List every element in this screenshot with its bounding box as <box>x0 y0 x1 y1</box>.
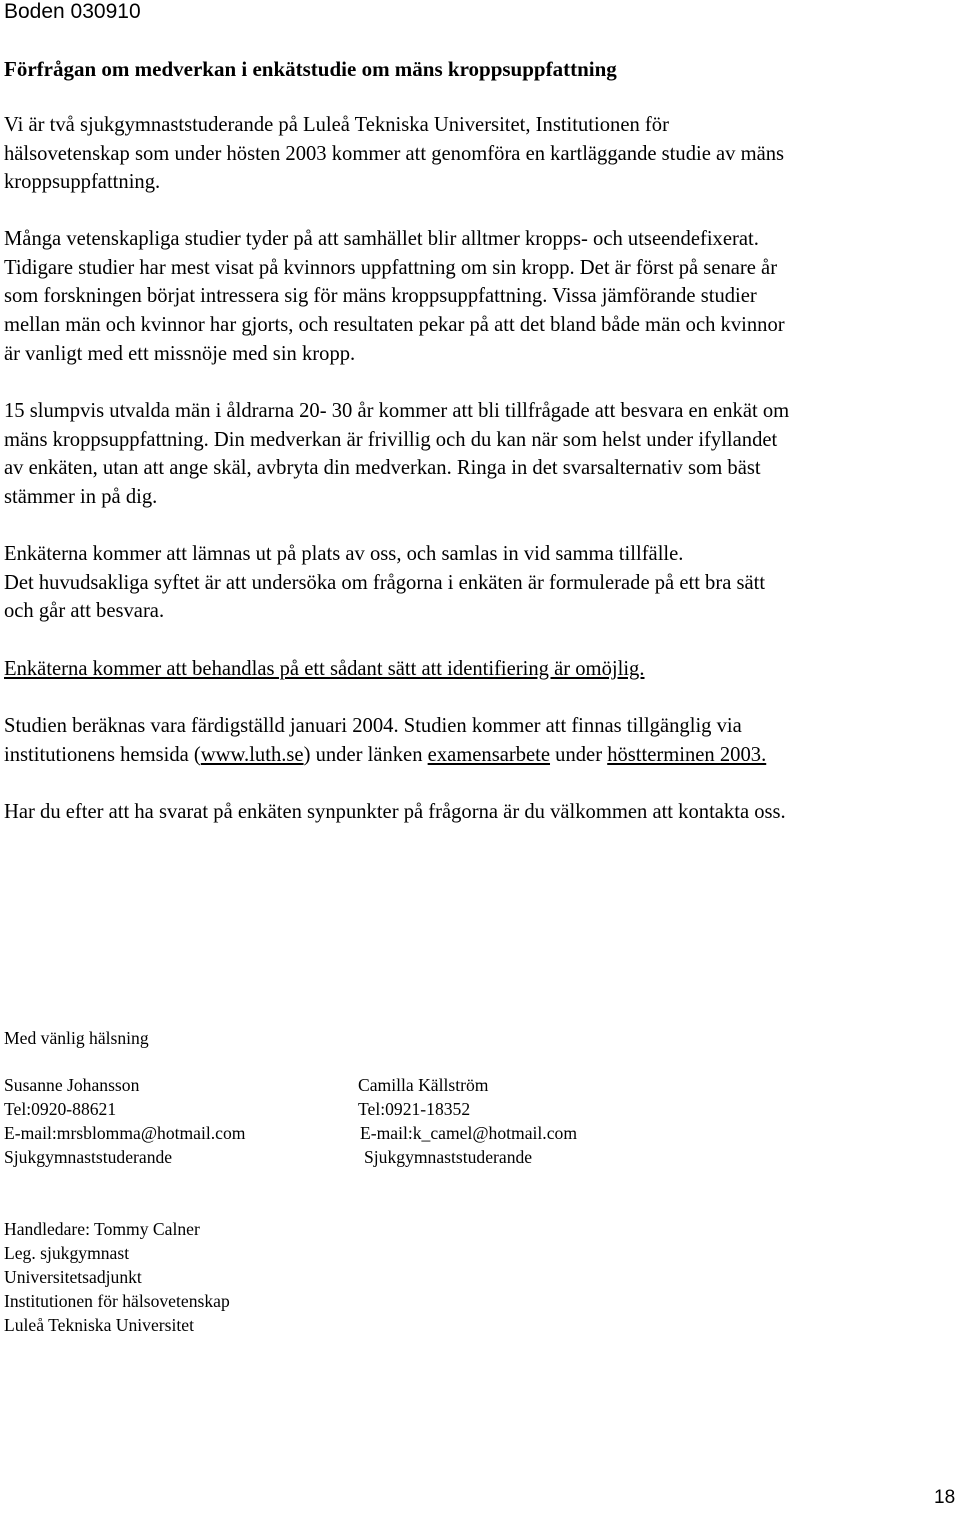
author-camilla <box>358 1073 577 1169</box>
text-line: som forskningen börjat intressera sig för mäns kroppsuppfattning. Vissa jämförande studier <box>4 285 757 308</box>
text-line: och går att besvara. <box>4 600 165 623</box>
author-email: E-mail:mrsblomma@hotmail.com <box>4 1123 246 1143</box>
examensarbete-link[interactable]: examensarbete <box>427 743 551 766</box>
text-line: Det huvudsakliga syftet är att undersöka om frågorna i enkäten är formulerade på ett bra sätt <box>4 571 766 594</box>
text-line: Många vetenskapliga studier tyder på att samhället blir alltmer kropps- och utseendefixerat. <box>4 228 759 250</box>
text-line: hälsovetenskap som under hösten 2003 kommer att genomföra en kartläggande studie av mäns <box>4 142 785 165</box>
supervisor-block <box>4 1217 230 1337</box>
page-number: 18 <box>934 1487 956 1508</box>
text-line: kroppsuppfattning. <box>4 171 161 194</box>
paragraph-background <box>4 225 785 369</box>
text-line: Tidigare studier har mest visat på kvinnors uppfattning om sin kropp. Det är först på senare år <box>4 256 778 279</box>
text-line: Vi är två sjukgymnaststuderande på Luleå Tekniska Universitet, Institutionen för <box>4 114 669 136</box>
author-email: E-mail:k_camel@hotmail.com <box>360 1123 578 1143</box>
author-name: Susanne Johansson <box>4 1075 140 1095</box>
hostterminen-link[interactable]: höstterminen 2003. <box>607 743 767 766</box>
supervisor-university: Luleå Tekniska Universitet <box>4 1315 194 1335</box>
text-line: stämmer in på dig. <box>4 486 158 509</box>
supervisor-position: Universitetsadjunkt <box>4 1267 142 1287</box>
text-line: mellan män och kvinnor har gjorts, och resultaten pekar på att det bland både män och kvinnor <box>4 314 785 337</box>
author-role: Sjukgymnaststuderande <box>4 1147 173 1167</box>
text-line: Enkäterna kommer att lämnas ut på plats av oss, och samlas in vid samma tillfälle. <box>4 543 684 565</box>
author-phone: Tel:0920-88621 <box>4 1099 117 1119</box>
author-phone: Tel:0921-18352 <box>358 1099 471 1119</box>
text-line: av enkäten, utan att ange skäl, avbryta din medverkan. Ringa in det svarsalternativ som bäst <box>4 457 761 480</box>
paragraph-availability <box>4 712 766 769</box>
document-header-date: Boden 030910 <box>4 0 141 23</box>
supervisor-department: Institutionen för hälsovetenskap <box>4 1291 230 1311</box>
supervisor-title: Leg. sjukgymnast <box>4 1243 130 1263</box>
paragraph-intro <box>4 111 784 197</box>
paragraph-anonymity: Enkäterna kommer att behandlas på ett sådant sätt att identifiering är omöjlig. <box>4 658 645 680</box>
author-susanne <box>4 1073 245 1169</box>
closing-greeting: Med vänlig hälsning <box>4 1028 149 1048</box>
paragraph-purpose <box>4 540 765 626</box>
website-link[interactable]: www.luth.se <box>200 743 304 766</box>
paragraph-contact: Har du efter att ha svarat på enkäten synpunkter på frågorna är du välkommen att kontakta oss. <box>4 801 786 823</box>
text-line: institutionens hemsida (www.luth.se) under länken examensarbete under höstterminen 2003. <box>4 743 767 766</box>
text-line: är vanligt med ett missnöje med sin kropp. <box>4 342 356 365</box>
supervisor-name: Handledare: Tommy Calner <box>4 1219 200 1239</box>
author-name: Camilla Källström <box>358 1075 489 1095</box>
text-line: 15 slumpvis utvalda män i åldrarna 20- 30 år kommer att bli tillfrågade att besvara en enkät om <box>4 400 790 422</box>
author-role: Sjukgymnaststuderande <box>364 1147 533 1167</box>
document-title: Förfrågan om medverkan i enkätstudie om mäns kroppsuppfattning <box>4 57 617 81</box>
text-line: mäns kroppsuppfattning. Din medverkan är frivillig och du kan när som helst under ifyllandet <box>4 428 778 451</box>
paragraph-participation <box>4 397 789 512</box>
text-line: Studien beräknas vara färdigställd januari 2004. Studien kommer att finnas tillgänglig via <box>4 715 742 737</box>
